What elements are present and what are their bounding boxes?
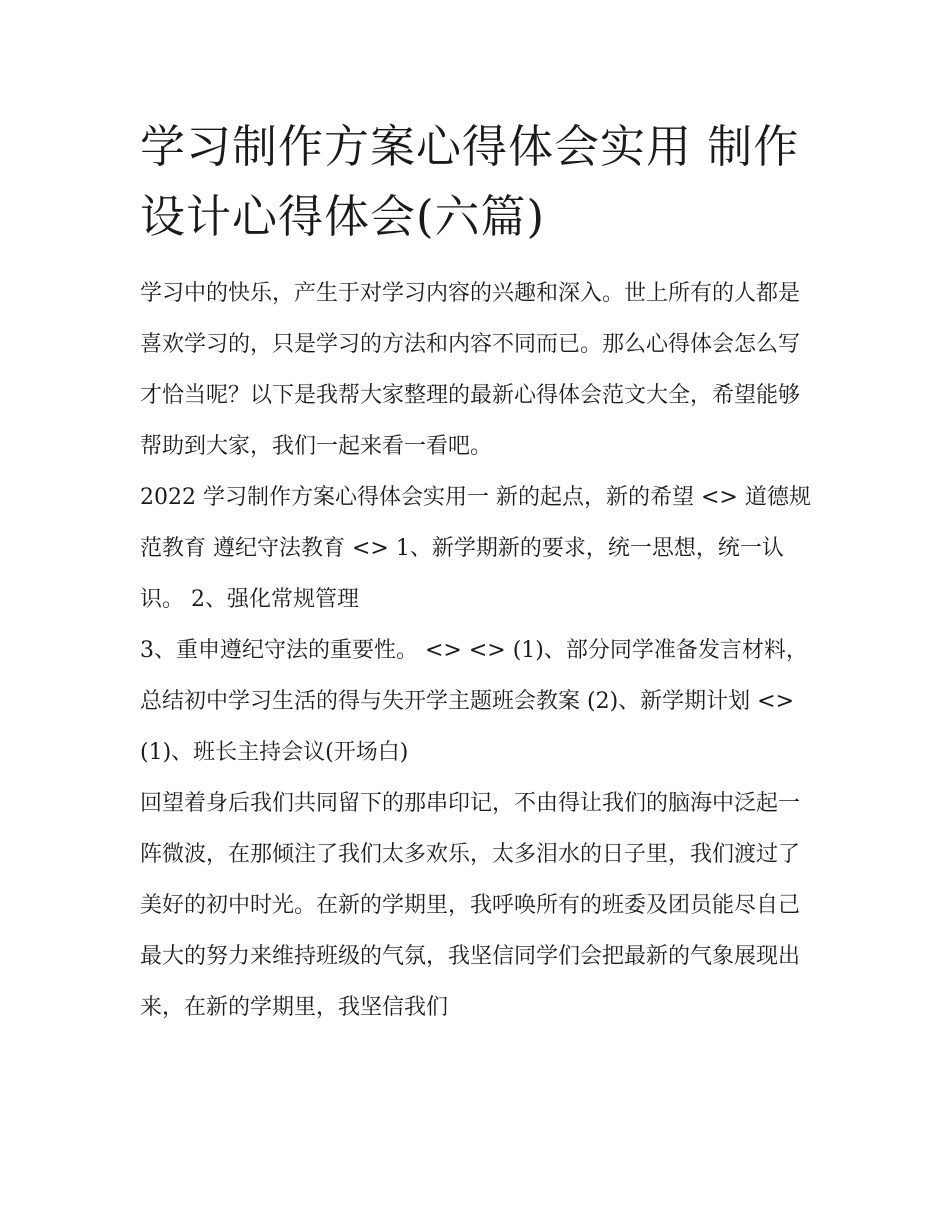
document-title: 学习制作方案心得体会实用 制作设计心得体会(六篇) [140, 120, 800, 243]
section-paragraph-3: (1)、班长主持会议(开场白) [140, 740, 409, 765]
intro-paragraph: 学习中的快乐，产生于对学习内容的兴趣和深入。世上所有的人都是喜欢学习的，只是学习的方法和内容不同而已。那么心得体会怎么写才恰当呢？以下是我帮大家整理的最新心得体会范文大全，希望能够帮助到大家，我们一起来看一看吧。 [140, 281, 801, 459]
document-page [140, 112, 820, 1033]
section-paragraph-2: 3、重申遵纪守法的重要性。 <> <> (1)、部分同学准备发言材料，总结初中学习生活的得与失开学主题班会教案 (2)、新学期计划 <> [140, 638, 808, 714]
section-paragraph-1: 2022 学习制作方案心得体会实用一 新的起点，新的希望 <> 道德规范教育 遵纪守法教育 <> 1、新学期新的要求，统一思想，统一认识。 2、强化常规管理 [140, 485, 811, 612]
section-paragraph-4: 回望着身后我们共同留下的那串印记，不由得让我们的脑海中泛起一阵微波，在那倾注了我们太多欢乐，太多泪水的日子里，我们渡过了美好的初中时光。在新的学期里，我呼唤所有的班委及团员能尽自己最大的努力来维持班级的气氛，我坚信同学们会把最新的气象展现出来，在新的学期里，我坚信我们 [140, 791, 801, 1020]
